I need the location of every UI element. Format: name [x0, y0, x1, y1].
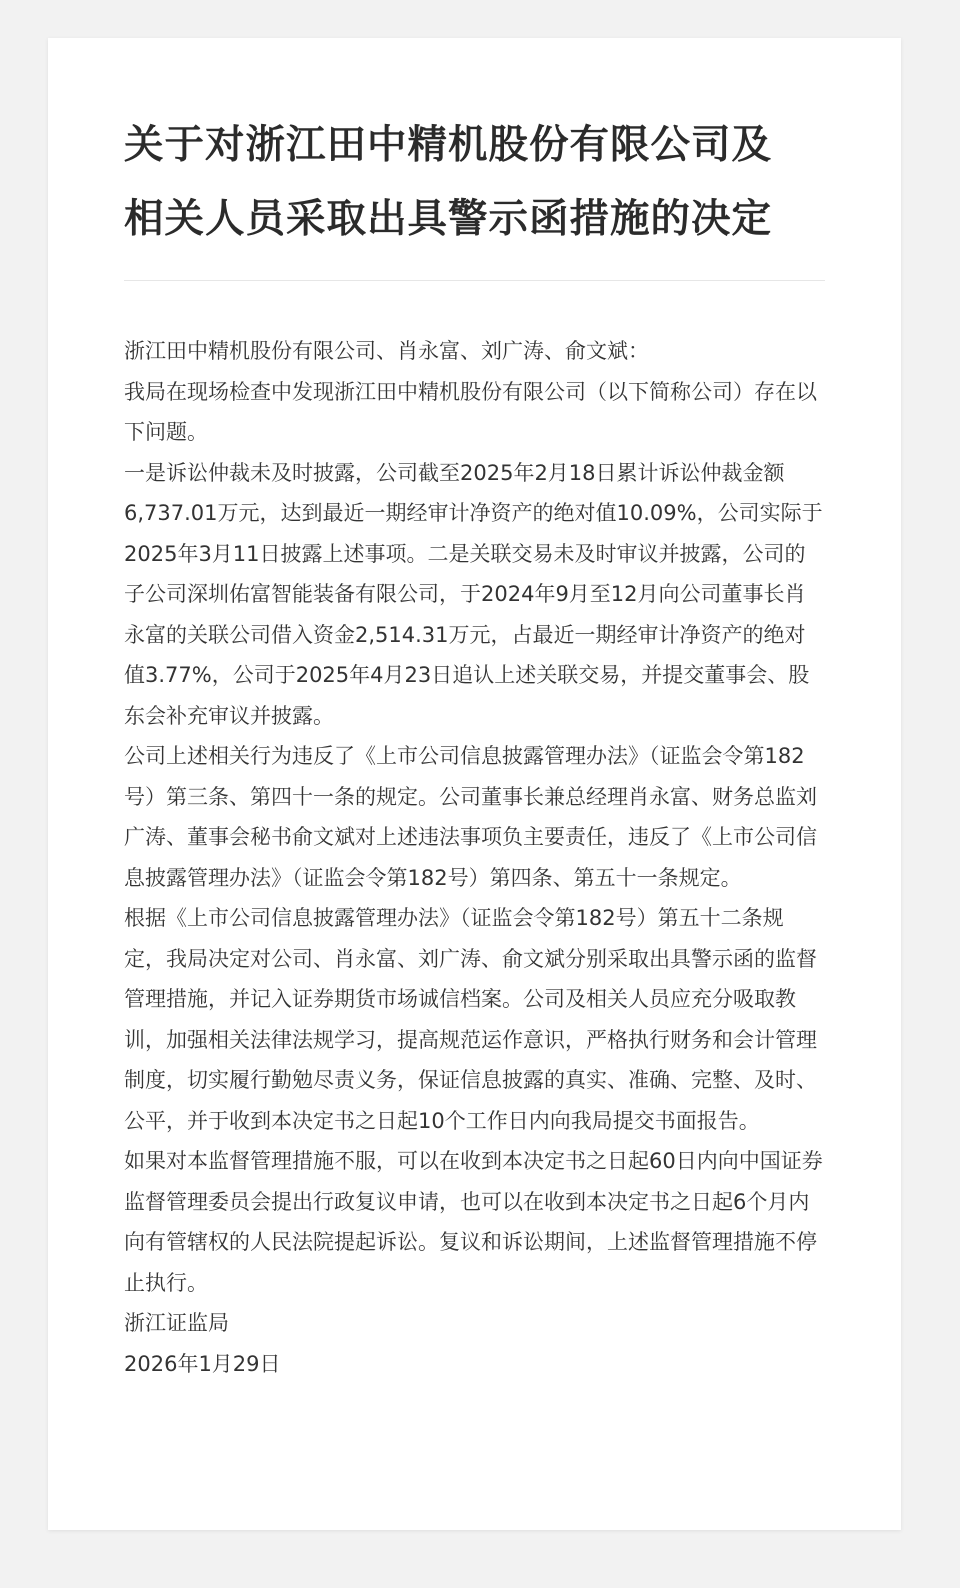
title-line-1: 关于对浙江田中精机股份有限公司及: [124, 122, 772, 168]
document-body: [124, 331, 825, 1384]
paragraph-issues: 一是诉讼仲裁未及时披露，公司截至2025年2月18日累计诉讼仲裁金额6,737.01万元，达到最近一期经审计净资产的绝对值10.09%，公司实际于2025年3月11日披露上述事项。二是关联交易未及时审议并披露，公司的子公司深圳佑富智能装备有限公司，于2024年9月至12月向公司董事长肖永富的关联公司借入资金2,514.31万元，占最近一期经审计净资产的绝对值3.77%，公司于2025年4月23日追认上述关联交易，并提交董事会、股东会补充审议并披露。: [124, 460, 823, 728]
document-card: [48, 38, 901, 1530]
paragraph-decision: 根据《上市公司信息披露管理办法》（证监会令第182号）第五十二条规定，我局决定对公司、肖永富、刘广涛、俞文斌分别采取出具警示函的监督管理措施，并记入证券期货市场诚信档案。公司及相关人员应充分吸取教训，加强相关法律法规学习，提高规范运作意识，严格执行财务和会计管理制度，切实履行勤勉尽责义务，保证信息披露的真实、准确、完整、及时、公平，并于收到本决定书之日起10个工作日内向我局提交书面报告。: [124, 906, 817, 1133]
issue-date: 2026年1月29日: [124, 1351, 281, 1376]
paragraph-intro: 我局在现场检查中发现浙江田中精机股份有限公司（以下简称公司）存在以下问题。: [124, 379, 817, 444]
document-title: [124, 108, 825, 256]
paragraph-violations: 公司上述相关行为违反了《上市公司信息披露管理办法》（证监会令第182号）第三条、第四十一条的规定。公司董事长兼总经理肖永富、财务总监刘广涛、董事会秘书俞文斌对上述违法事项负主要责任，违反了《上市公司信息披露管理办法》（证监会令第182号）第四条、第五十一条规定。: [124, 744, 817, 890]
paragraph-appeal: 如果对本监督管理措施不服，可以在收到本决定书之日起60日内向中国证券监督管理委员会提出行政复议申请，也可以在收到本决定书之日起6个月内向有管辖权的人民法院提起诉讼。复议和诉讼期间，上述监督管理措施不停止执行。: [124, 1149, 823, 1295]
title-line-2: 相关人员采取出具警示函措施的决定: [124, 196, 772, 242]
addressee: 浙江田中精机股份有限公司、肖永富、刘广涛、俞文斌：: [124, 339, 649, 363]
title-divider: [124, 280, 825, 281]
issuer: 浙江证监局: [124, 1311, 229, 1335]
